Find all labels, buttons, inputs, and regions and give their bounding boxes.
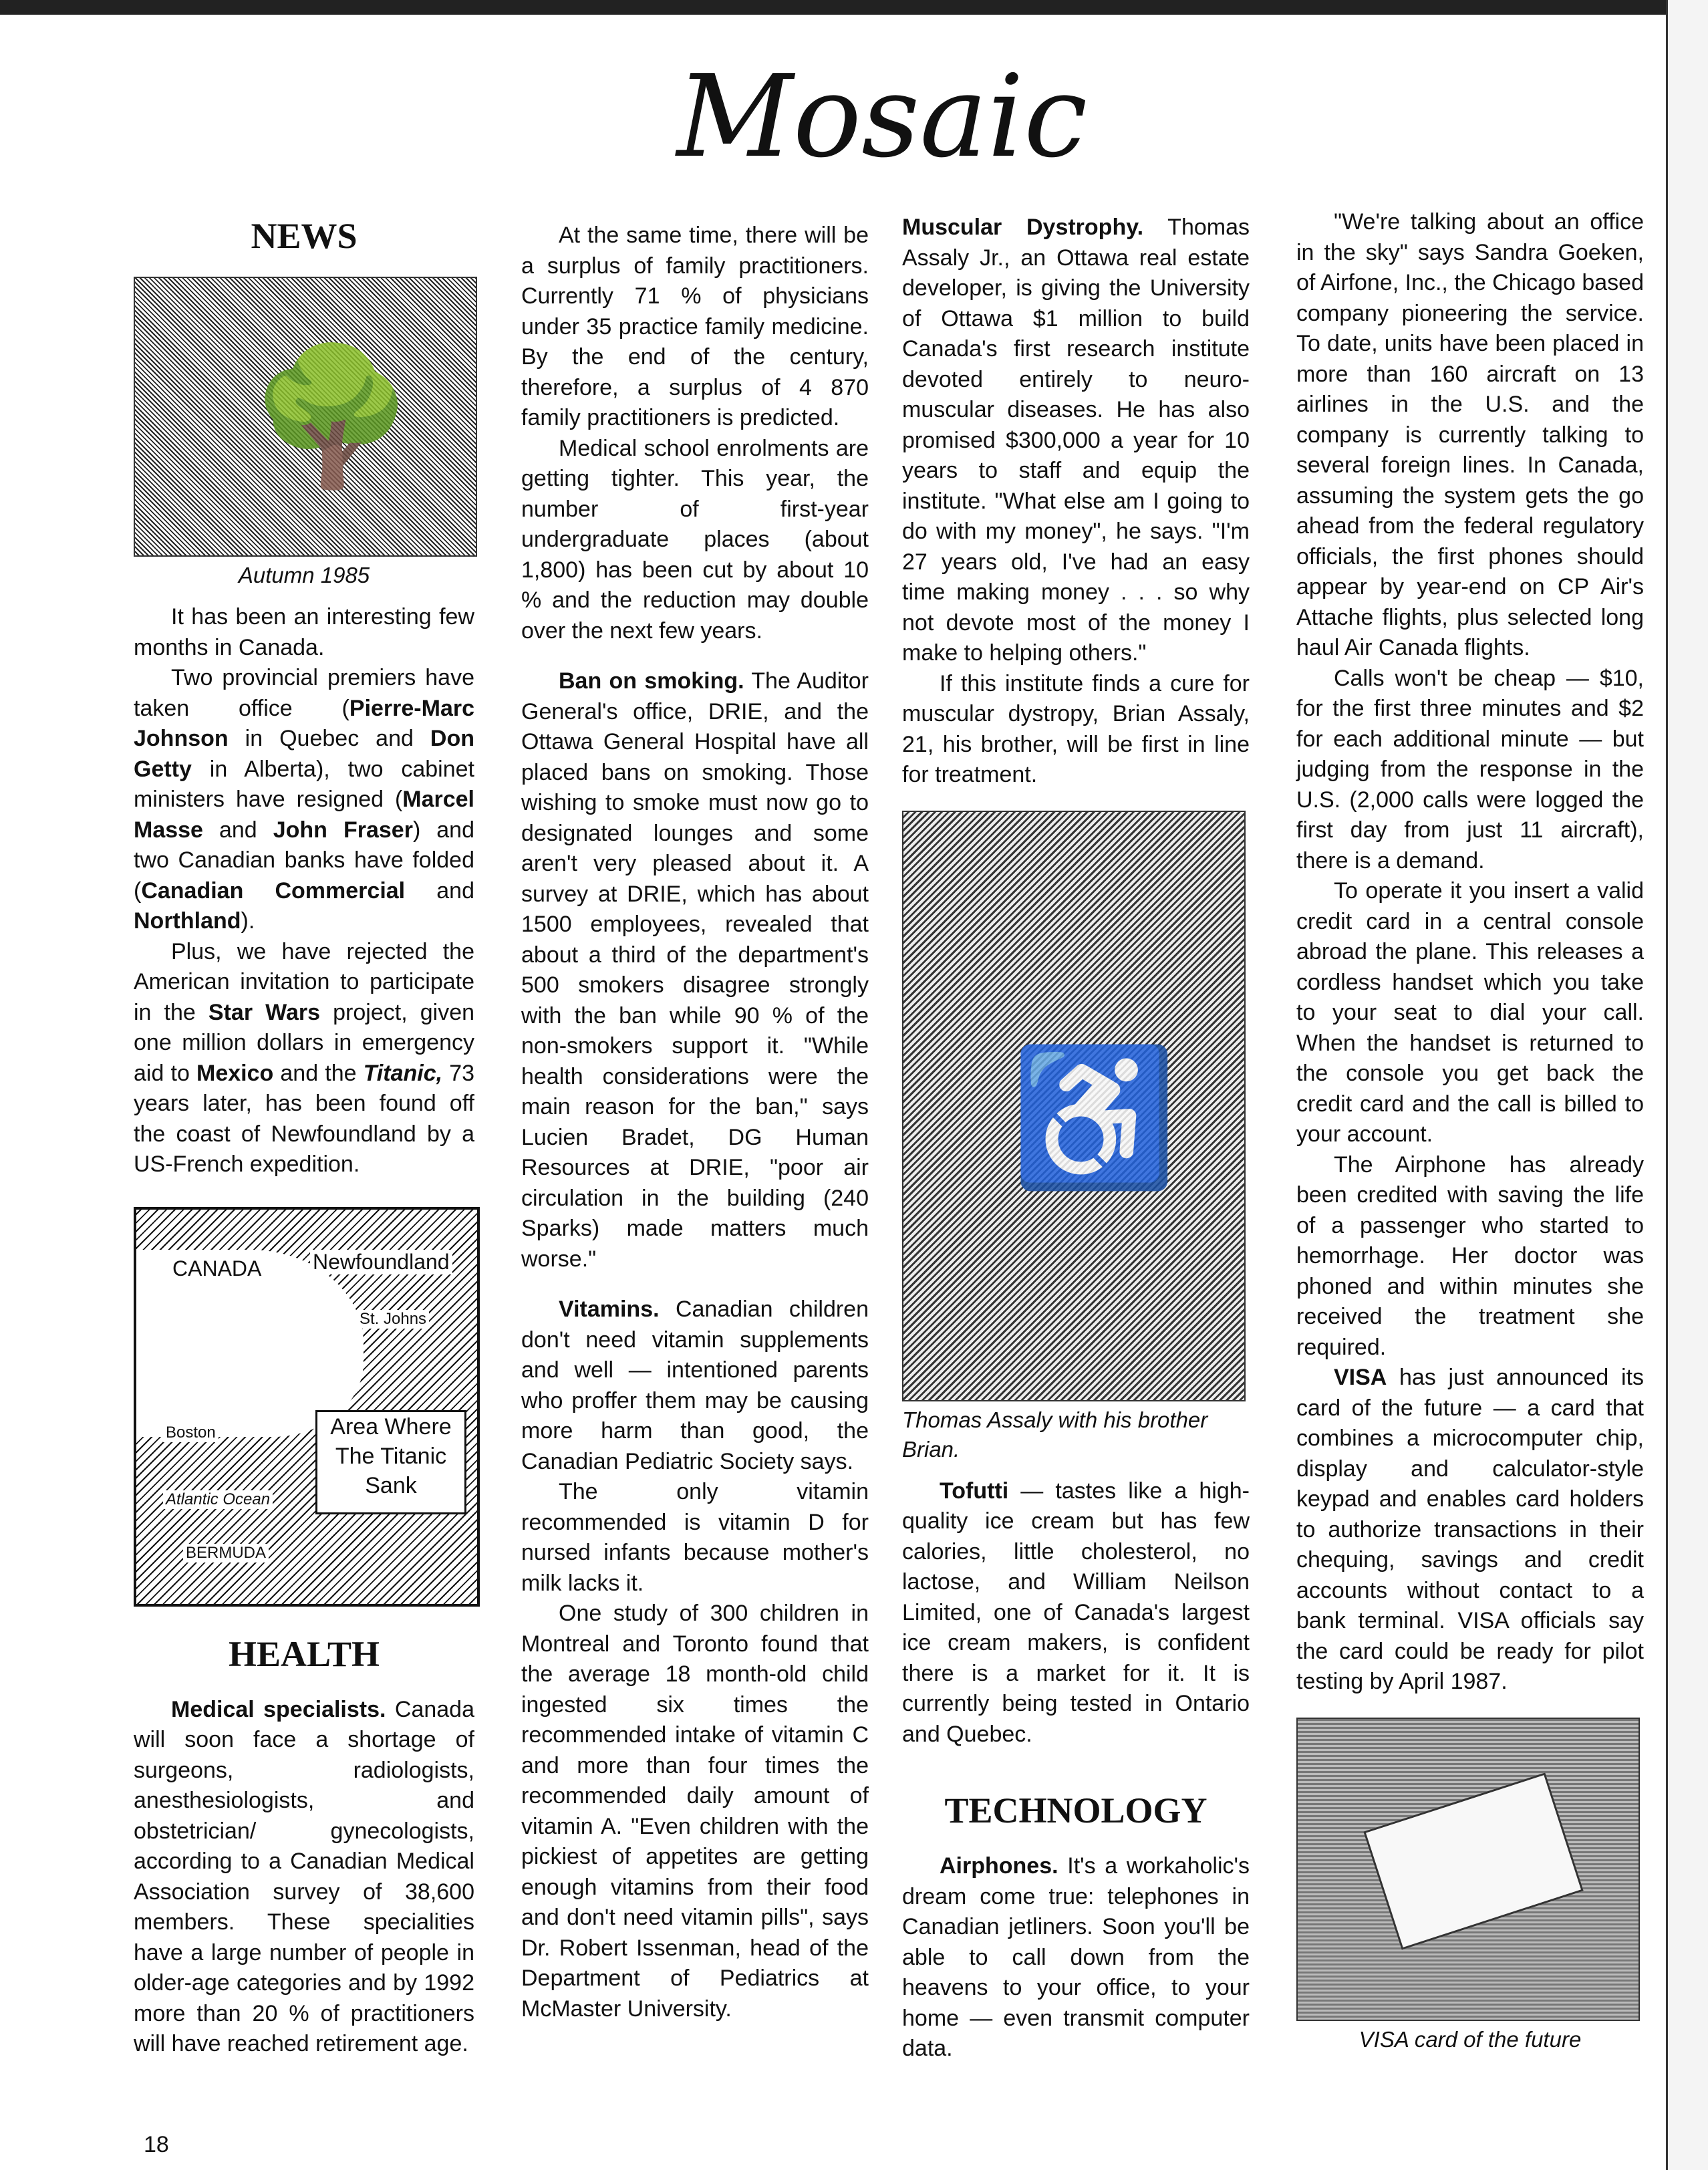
- text: Canadian children don't need vitamin supplements and well — intentioned parents who proffer them may be causing more harm than good, the Canadian Pediatric Society says.: [521, 1297, 869, 1474]
- lead-in: VISA: [1334, 1365, 1387, 1390]
- text: in Quebec and: [228, 726, 430, 751]
- text: — tastes like a high-quality ice cream but has few calories, little cholesterol, no lactose, and William Neilson Limited, one of Canada's largest ice cream makers, is confident there is a market for it. It is currently being tested in Ontario and Quebec.: [902, 1478, 1250, 1747]
- tree-photo-icon: [134, 277, 477, 557]
- tech-visa: [1296, 1363, 1644, 1698]
- bold-name: Marcel Masse: [134, 787, 474, 843]
- autumn-caption: Autumn 1985: [238, 563, 370, 587]
- text: has just announced its card of the future — a card that combines a microcomputer chip, display and calculator-style keypad and enables card holders to authorize transactions in their chequing, savings and credit accounts without contact to a bank terminal. VISA officials say the card could be ready for pilot testing by April 1987.: [1296, 1365, 1644, 1694]
- binding-edge: [1666, 0, 1708, 2170]
- bold-name: Mexico: [196, 1060, 274, 1086]
- titanic-map: [134, 1207, 480, 1607]
- column-2: [521, 221, 869, 2024]
- column-1: [134, 200, 474, 2060]
- map-label-bermuda: BERMUDA: [183, 1544, 269, 1563]
- page-number: 18: [144, 2132, 169, 2157]
- scan-border: [0, 0, 1708, 15]
- card-icon: [1363, 1772, 1583, 1949]
- text: Plus, we have rejected the American invitation to participate in the: [134, 938, 474, 1025]
- text: 73 years later, has been found off the coast of Newfoundland by a US-French expedition.: [134, 1060, 475, 1177]
- health-enrolments: Medical school enrolments are getting tighter. This year, the number of first-year undergraduate places (about 1,800) has been cut by about 10 % and the reduction may double over the next few years.: [521, 435, 869, 644]
- health-surplus: At the same time, there will be a surplus of family practitioners. Currently 71 % of physicians under 35 practice family medicine. By the end of the century, therefore, a surplus of 4 870 family practitioners is predicted.: [521, 223, 869, 430]
- wheelchair-icon: ♿: [1010, 1043, 1177, 1192]
- tech-calls: Calls won't be cheap — $10, for the first three minutes and $2 for each additional minute — but judging from the response in the U.S. (2,000 calls were logged the first day from just 11 aircraft), there is a demand.: [1296, 665, 1644, 873]
- text: and the: [273, 1060, 364, 1086]
- assaly-caption: Thomas Assaly with his brother Brian.: [902, 1407, 1208, 1462]
- health-specialists: [134, 1695, 474, 2060]
- text: in Alberta), two cabinet ministers have resigned (: [134, 756, 474, 812]
- news-para-3: [134, 937, 474, 1180]
- lead-in: Tofutti: [940, 1478, 1009, 1504]
- map-legend-line: Area Where: [330, 1413, 452, 1440]
- health-md: [902, 213, 1250, 669]
- bold-name: Don Getty: [134, 726, 474, 782]
- lead-in: Muscular Dystrophy.: [902, 215, 1144, 240]
- text: The Auditor General's office, DRIE, and the Ottawa General Hospital have all placed bans on smoking. Those wishing to smoke must now go to designated lounges and some aren't very pleased about it. A survey at DRIE, which has about 1500 employees, revealed that about a third of the department's 500 smokers disagree strongly with the ban while 90 % of the non-smokers support it. "While health considerations were the main reason for the ban," says Lucien Bradet, DG Human Resources at DRIE, "poor air circulation in the building (240 Sparks) made matters much worse.": [521, 668, 869, 1272]
- news-para-2: [134, 663, 474, 937]
- tech-sky: "We're talking about an office in the sky" says Sandra Goeken, of Airfone, Inc., the Chicago based company pioneering the service. To date, units have been placed in more than 160 aircraft on 13 airlines in the U.S. and the company is currently talking to several foreign lines. In Canada, assuming the system gets the go ahead from the federal regulatory officials, the first phones should appear by year-end on CP Air's Attache flights, plus selected long haul Air Canada flights.: [1296, 209, 1644, 660]
- credit-card-photo-icon: [1296, 1718, 1640, 2021]
- lead-in: Airphones.: [940, 1853, 1058, 1879]
- health-smoking: [521, 666, 869, 1274]
- map-legend-line: Sank: [365, 1472, 417, 1498]
- technology-heading: TECHNOLOGY: [944, 1790, 1207, 1830]
- text: and: [202, 817, 273, 843]
- column-3: [902, 213, 1250, 2064]
- text: Thomas Assaly Jr., an Ottawa real estate developer, is giving the University of Ottawa $1 million to build Canada's first research institute devoted entirely to neuro-muscular diseases. He has also promised $300,000 a year for 10 years to staff and equip the institute. "What else am I going to do with my money", he says. "I'm 27 years old, I've had an easy time making money . . . so why not devote most of the money I make to helping others.": [902, 215, 1250, 666]
- health-vitamin-d: The only vitamin recommended is vitamin D for nursed infants because mother's milk lacks it.: [521, 1479, 869, 1596]
- tech-credited: The Airphone has already been credited with saving the life of a passenger who started to hemorrhage. Her doctor was phoned and within minutes she received the treatment she required.: [1296, 1151, 1644, 1360]
- text: It's a workaholic's dream come true: telephones in Canadian jetliners. Soon you'll be able to call down from the heavens to your office, to your home — even transmit computer data.: [902, 1853, 1250, 2061]
- text: ) and two Canadian banks have folded (: [134, 817, 475, 904]
- map-label-boston: Boston: [163, 1423, 219, 1442]
- bold-name: Titanic,: [363, 1060, 443, 1086]
- bold-name: Star Wars: [208, 999, 321, 1025]
- text: Canada will soon face a shortage of surgeons, radiologists, anesthesiologists, and obstetrician/ gynecologists, according to a Canadian Medical Association survey of 38,600 members. These specialities have a large number of people in older-age categories and by 1992 more than 20 % of practitioners will have reached retirement age.: [134, 1696, 474, 2056]
- text: and: [405, 877, 474, 904]
- wheelchair-photo-icon: [902, 811, 1246, 1401]
- tech-operate: To operate it you insert a valid credit card in a central console abroad the plane. This releases a cordless handset which you take to your seat to dial your call. When the handset is returned to the console you get back the credit card and the call is billed to your account.: [1296, 878, 1644, 1147]
- text: Two provincial premiers have taken office (: [134, 665, 474, 721]
- bold-name: Northland: [134, 908, 241, 934]
- column-4: [1296, 207, 1644, 2066]
- lead-in: Vitamins.: [559, 1297, 660, 1322]
- map-label-newfoundland: Newfoundland: [310, 1250, 452, 1274]
- health-vitamins: [521, 1295, 869, 1477]
- map-legend-box: [315, 1410, 466, 1514]
- visa-caption: VISA card of the future: [1359, 2026, 1582, 2052]
- map-label-atlantic: Atlantic Ocean: [163, 1490, 273, 1509]
- bold-name: John Fraser: [273, 817, 413, 843]
- health-heading: HEALTH: [228, 1633, 380, 1674]
- masthead-title: Mosaic: [676, 51, 1088, 183]
- lead-in: Medical specialists.: [171, 1696, 386, 1722]
- health-cure: If this institute finds a cure for muscular dystropy, Brian Assaly, 21, his brother, will be first in line for treatment.: [902, 670, 1250, 787]
- lead-in: Ban on smoking.: [559, 668, 744, 694]
- map-label-st-johns: St. Johns: [357, 1310, 429, 1329]
- news-para-1: It has been an interesting few months in Canada.: [134, 604, 474, 660]
- map-legend-line: The Titanic: [335, 1443, 447, 1469]
- map-label-canada: CANADA: [170, 1256, 264, 1281]
- news-heading: NEWS: [251, 216, 358, 256]
- tech-airphones: [902, 1851, 1250, 2064]
- tree-icon: 🌳: [249, 342, 416, 491]
- health-study: One study of 300 children in Montreal and Toronto found that the average 18 month-old child ingested six times the recommended intake of vitamin C and more than four times the recommended daily amount of vitamin A. "Even children with the pickiest of appetites are getting enough vitamins from their food and don't need vitamin pills", says Dr. Robert Issenman, head of the Department of Pediatrics at McMaster University.: [521, 1601, 869, 2022]
- health-tofutti: [902, 1476, 1250, 1750]
- bold-name: Canadian Commercial: [141, 877, 406, 904]
- bold-name: Pierre-Marc Johnson: [134, 695, 474, 751]
- text: project, given one million dollars in emergency aid to: [134, 999, 475, 1086]
- text: ).: [241, 908, 255, 934]
